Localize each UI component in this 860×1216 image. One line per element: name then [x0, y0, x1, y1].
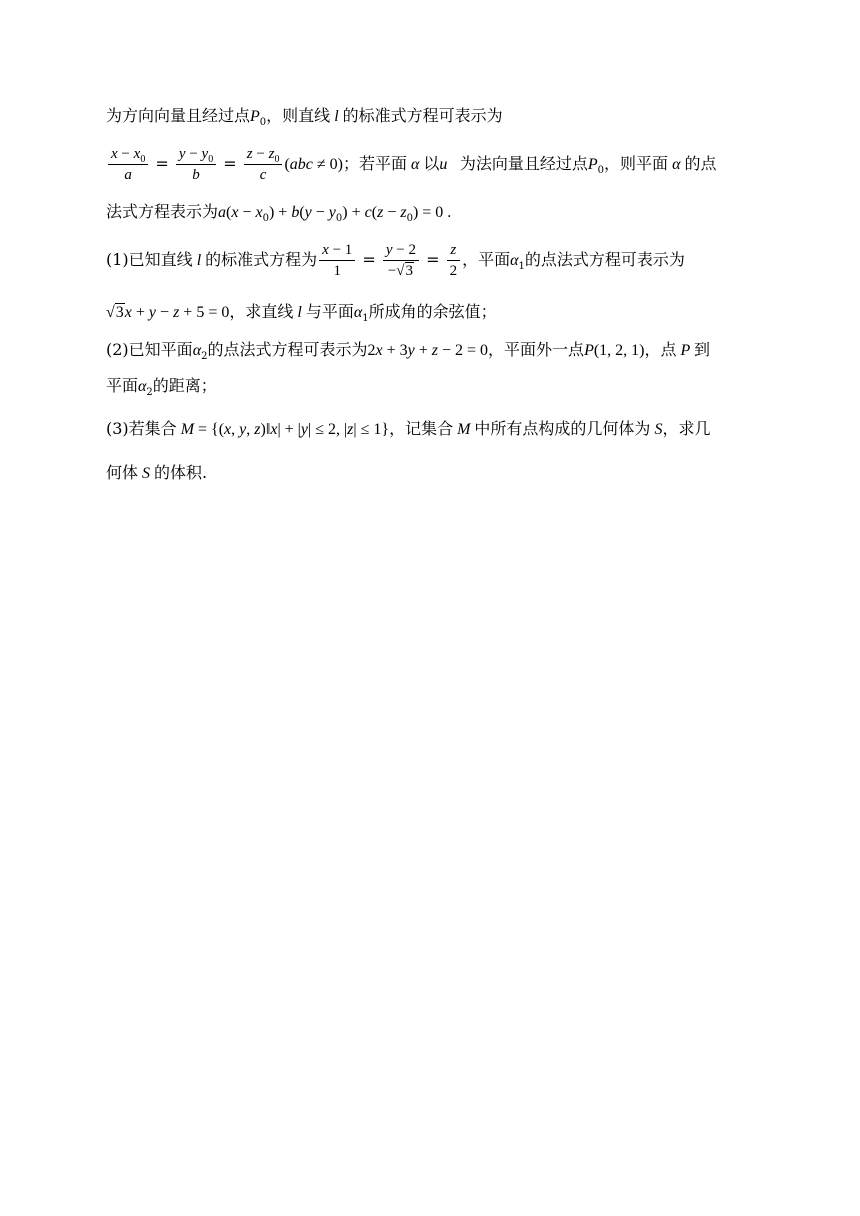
text-line-2: $\frac{x - x_0}{a}$ = $\frac{y - y_0}{b}$ = $\frac{z - z_0}{c}$ (abc ≠ 0)；若平面 α 以u⃗为法向量且经过点$P_0$，则平面 α 的点 — [106, 143, 716, 186]
text-span: ，求几 — [662, 419, 711, 438]
text-span: 已知直线 — [128, 250, 193, 269]
text-line-1: 为方向向量且经过点$P_0$，则直线 l 的标准式方程可表示为 — [106, 106, 503, 128]
text-span: ，点 — [644, 340, 677, 359]
fraction-z: $\frac{z - z_0}{c}$ — [244, 144, 283, 185]
text-span: 为法向量且经过点 — [459, 154, 588, 173]
text-span: 以 — [423, 154, 440, 173]
question-3: (3)若集合 M = {(x, y, z)‖x| + |y| ≤ 2, |z| ≤ 1}，记集合 M 中所有点构成的几何体为 S，求几 — [106, 419, 711, 438]
text-span: ，平面外一点 — [488, 340, 585, 359]
text-span: 何体 — [106, 463, 139, 482]
text-span: 的点法式方程可表示为 — [207, 340, 368, 359]
question-label: (2) — [106, 340, 129, 359]
question-3-continued: 何体 S 的体积. — [106, 463, 208, 482]
question-2-continued: 平面$\alpha_2$的距离； — [106, 376, 217, 398]
question-label: (1) — [106, 250, 129, 269]
text-span: 到 — [694, 340, 711, 359]
text-span: ；若平面 — [342, 154, 407, 173]
text-span: ，求直线 — [229, 302, 294, 321]
fraction-q1-z: $\frac{z}{2}$ — [447, 240, 461, 281]
question-label: (3) — [106, 419, 129, 438]
fraction-y: $\frac{y - y_0}{b}$ — [176, 144, 216, 185]
text-span: 的标准式方程可表示为 — [342, 106, 503, 125]
text-span: 平面 — [106, 376, 139, 395]
text-span: 的点法式方程可表示为 — [524, 250, 685, 269]
fraction-x: $\frac{x - x_0}{a}$ — [108, 144, 148, 185]
text-span: ，则直线 — [266, 106, 331, 125]
text-span: ，则平面 — [604, 154, 669, 173]
text-span: 的体积. — [154, 463, 208, 482]
text-span: ，记集合 — [389, 419, 454, 438]
question-1-continued: √3x + y − z + 5 = 0，求直线 l 与平面$\alpha_1$所成角的余弦值； — [106, 302, 497, 324]
question-1: (1)已知直线 l 的标准式方程为 $\frac{x - 1}{1}$ = $\frac{y - 2}{-√3}$ = $\frac{z}{2}$ ，平面$\alpha_1$的点法式方程可表示为 — [106, 242, 685, 279]
text-span: 法式方程表示为 — [106, 202, 219, 221]
text-span: 已知平面 — [128, 340, 193, 359]
text-span: 的标准式方程为 — [205, 250, 318, 269]
text-span: 所成角的余弦值； — [368, 302, 497, 321]
text-span: 与平面 — [305, 302, 354, 321]
fraction-q1-y: $\frac{y - 2}{-√3}$ — [383, 240, 419, 281]
text-span: 若集合 — [128, 419, 177, 438]
text-span: 为方向向量且经过点 — [106, 106, 251, 125]
text-span: ，平面 — [462, 250, 511, 269]
text-span: 的距离； — [152, 376, 217, 395]
fraction-q1-x: $\frac{x - 1}{1}$ — [319, 240, 355, 281]
text-span: 中所有点构成的几何体为 — [474, 419, 651, 438]
text-span: 的点 — [684, 154, 717, 173]
text-line-3: 法式方程表示为$a(x - x_0) + b(y - y_0) + c(z - z_0) = 0$ . — [106, 202, 452, 224]
question-2: (2)已知平面$\alpha_2$的点法式方程可表示为2x + 3y + z − 2 = 0，平面外一点P(1, 2, 1)，点 P 到 — [106, 340, 711, 362]
